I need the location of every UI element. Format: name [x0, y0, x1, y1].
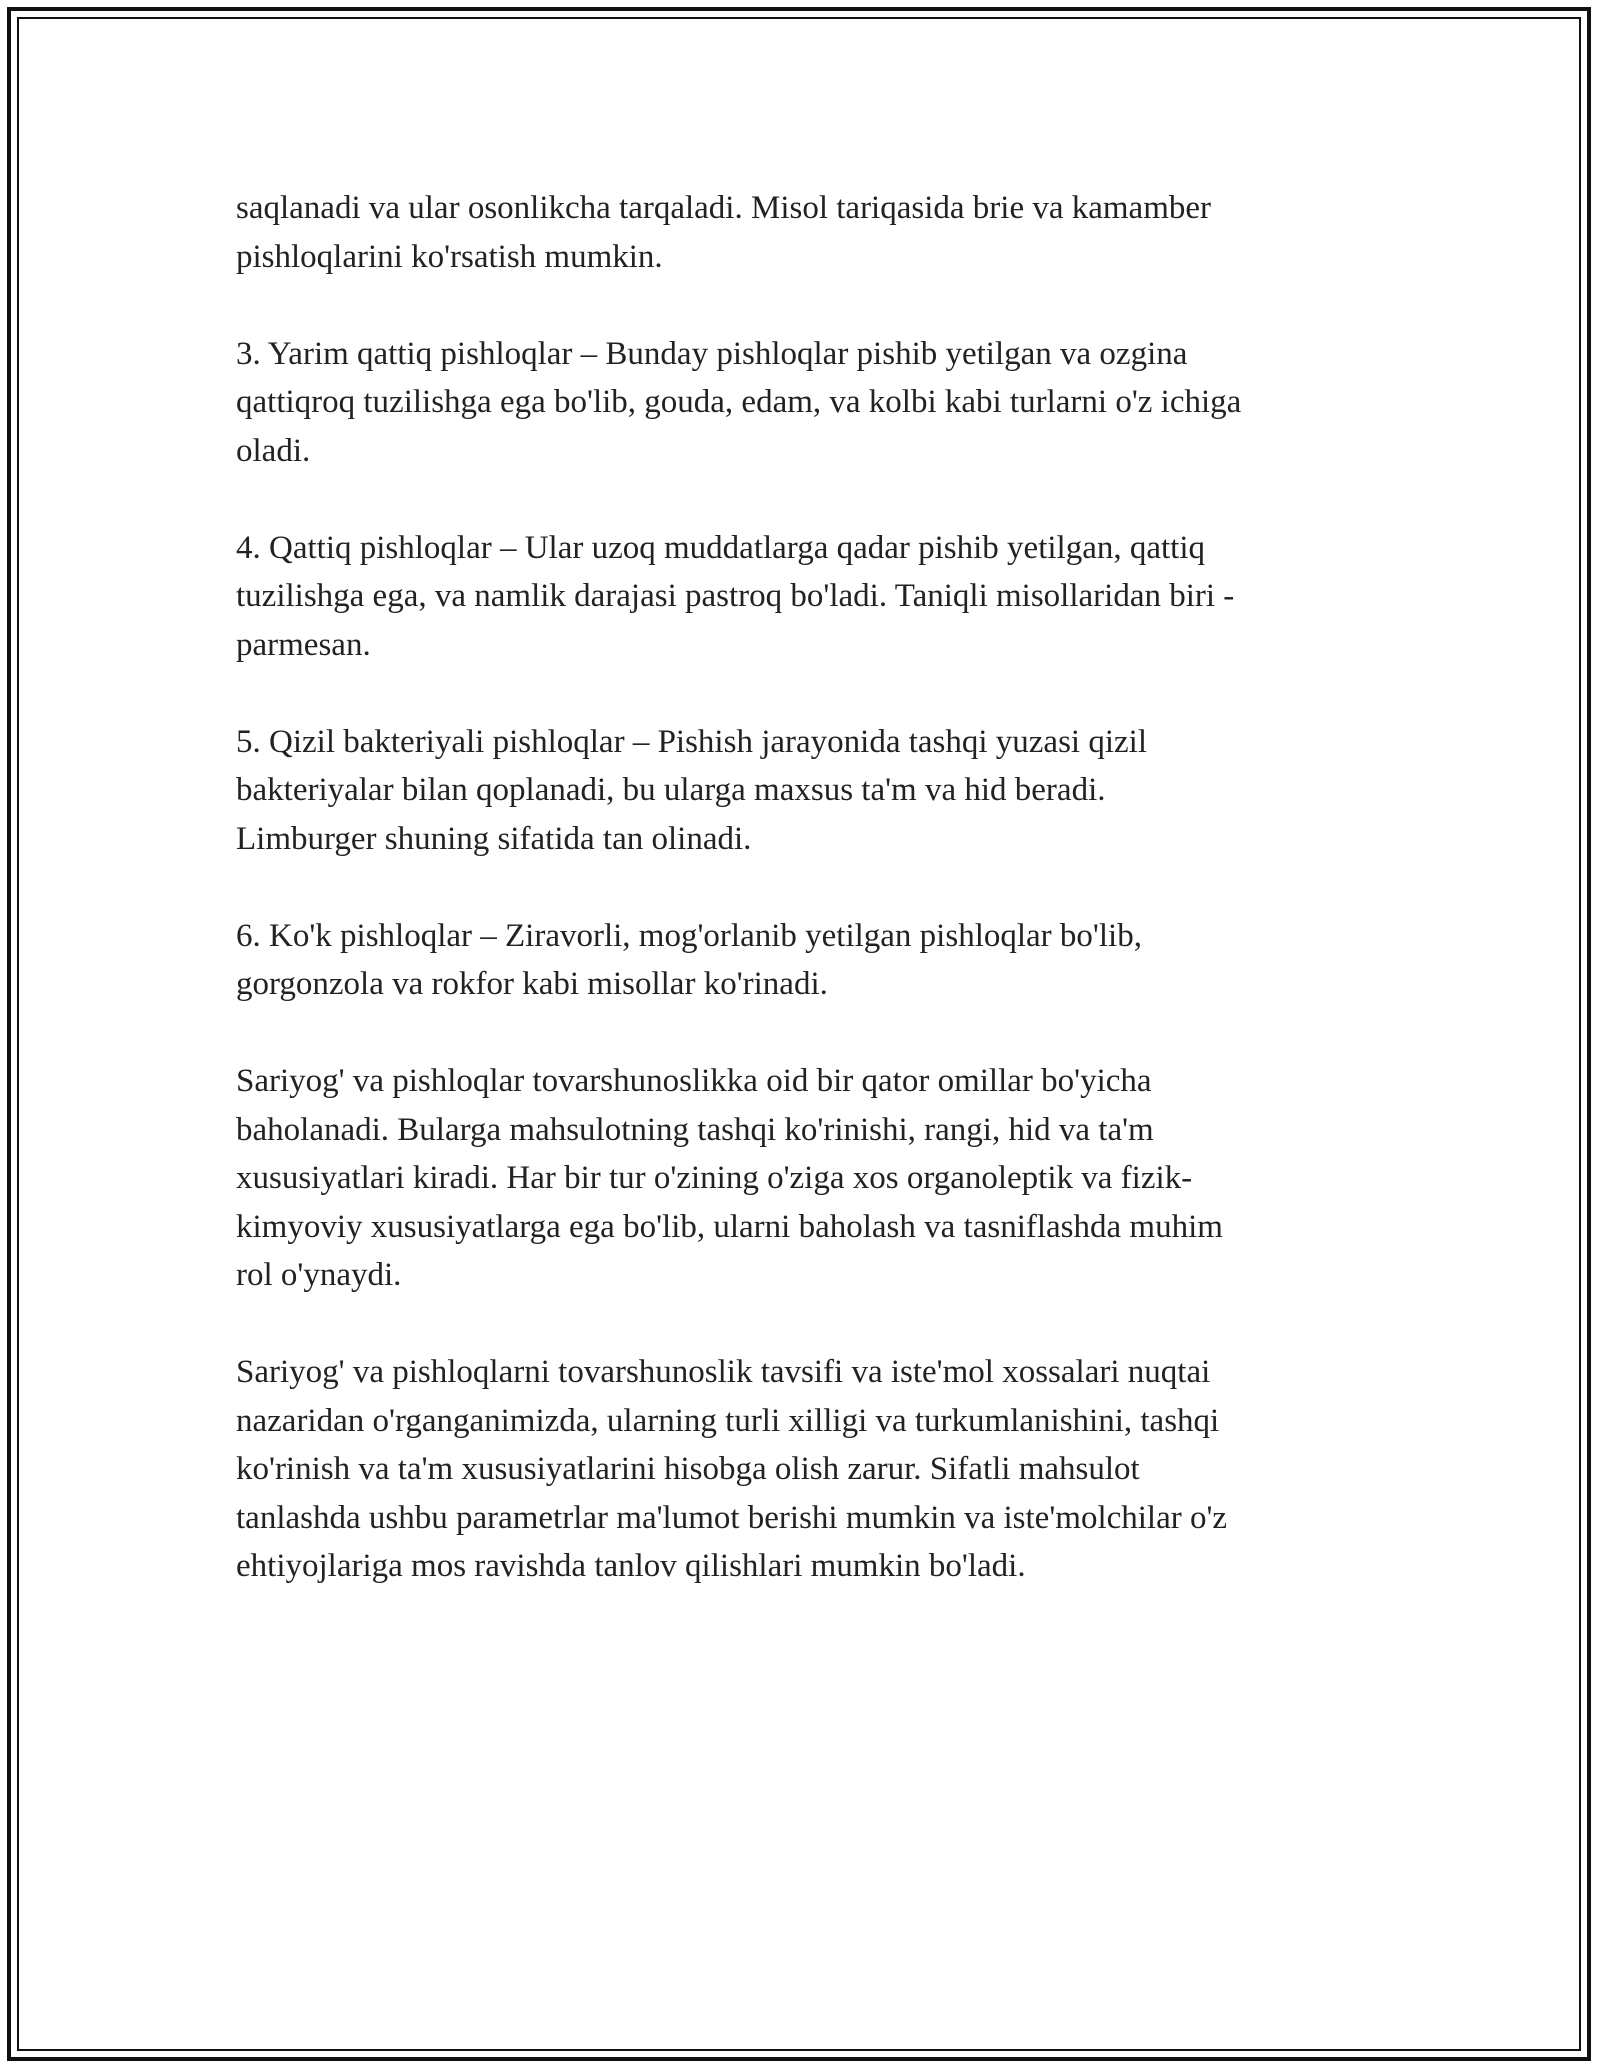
list-item-blue-cheeses	[236, 912, 1370, 1009]
document-body	[236, 184, 1370, 1639]
text-line: rol o'ynaydi.	[236, 1257, 402, 1293]
text-line: kimyoviy xususiyatlarga ega bo'lib, ularni baholash va tasniflashda muhim	[236, 1208, 1223, 1245]
text-line: parmesan.	[236, 626, 371, 663]
paragraph-conclusion	[236, 1348, 1370, 1591]
paragraph-evaluation	[236, 1057, 1370, 1300]
text-line: 3. Yarim qattiq pishloqlar – Bunday pishloqlar pishib yetilgan va ozgina	[236, 335, 1188, 372]
text-line: nazaridan o'rganganimizda, ularning turli xilligi va turkumlanishini, tashqi	[236, 1402, 1220, 1439]
text-line: Sariyog' va pishloqlar tovarshunoslikka oid bir qator omillar bo'yicha	[236, 1063, 1152, 1099]
text-line: tuzilishga ega, va namlik darajasi pastroq bo'ladi. Taniqli misollaridan biri -	[236, 578, 1235, 614]
text-line: bakteriyalar bilan qoplanadi, bu ularga maxsus ta'm va hid beradi.	[236, 772, 1106, 808]
text-line: oladi.	[236, 432, 311, 469]
text-line: 6. Ko'k pishloqlar – Ziravorli, mog'orlanib yetilgan pishloqlar bo'lib,	[236, 917, 1142, 954]
list-item-red-bacteria-cheeses	[236, 718, 1370, 864]
text-line: baholanadi. Bularga mahsulotning tashqi ko'rinishi, rangi, hid va ta'm	[236, 1111, 1154, 1148]
text-line: 4. Qattiq pishloqlar – Ular uzoq muddatlarga qadar pishib yetilgan, qattiq	[236, 529, 1206, 566]
text-line: ko'rinish va ta'm xususiyatlarini hisobga olish zarur. Sifatli mahsulot	[236, 1451, 1140, 1487]
paragraph-continuation	[236, 184, 1370, 281]
text-line: gorgonzola va rokfor kabi misollar ko'rinadi.	[236, 966, 828, 1002]
text-line: tanlashda ushbu parametrlar ma'lumot berishi mumkin va iste'molchilar o'z	[236, 1499, 1228, 1536]
text-line: qattiqroq tuzilishga ega bo'lib, gouda, edam, va kolbi kabi turlarni o'z ichiga	[236, 384, 1242, 420]
text-line: pishloqlarini ko'rsatish mumkin.	[236, 238, 663, 275]
list-item-semi-hard-cheeses	[236, 330, 1370, 476]
text-line: saqlanadi va ular osonlikcha tarqaladi. Misol tariqasida brie va kamamber	[236, 190, 1211, 226]
text-line: xususiyatlari kiradi. Har bir tur o'zining o'ziga xos organoleptik va fizik-	[236, 1160, 1193, 1196]
list-item-hard-cheeses	[236, 524, 1370, 670]
text-line: Limburger shuning sifatida tan olinadi.	[236, 820, 752, 857]
text-line: ehtiyojlariga mos ravishda tanlov qilishlari mumkin bo'ladi.	[236, 1548, 1026, 1584]
text-line: 5. Qizil bakteriyali pishloqlar – Pishish jarayonida tashqi yuzasi qizil	[236, 723, 1147, 760]
text-line: Sariyog' va pishloqlarni tovarshunoslik tavsifi va iste'mol xossalari nuqtai	[236, 1354, 1211, 1390]
